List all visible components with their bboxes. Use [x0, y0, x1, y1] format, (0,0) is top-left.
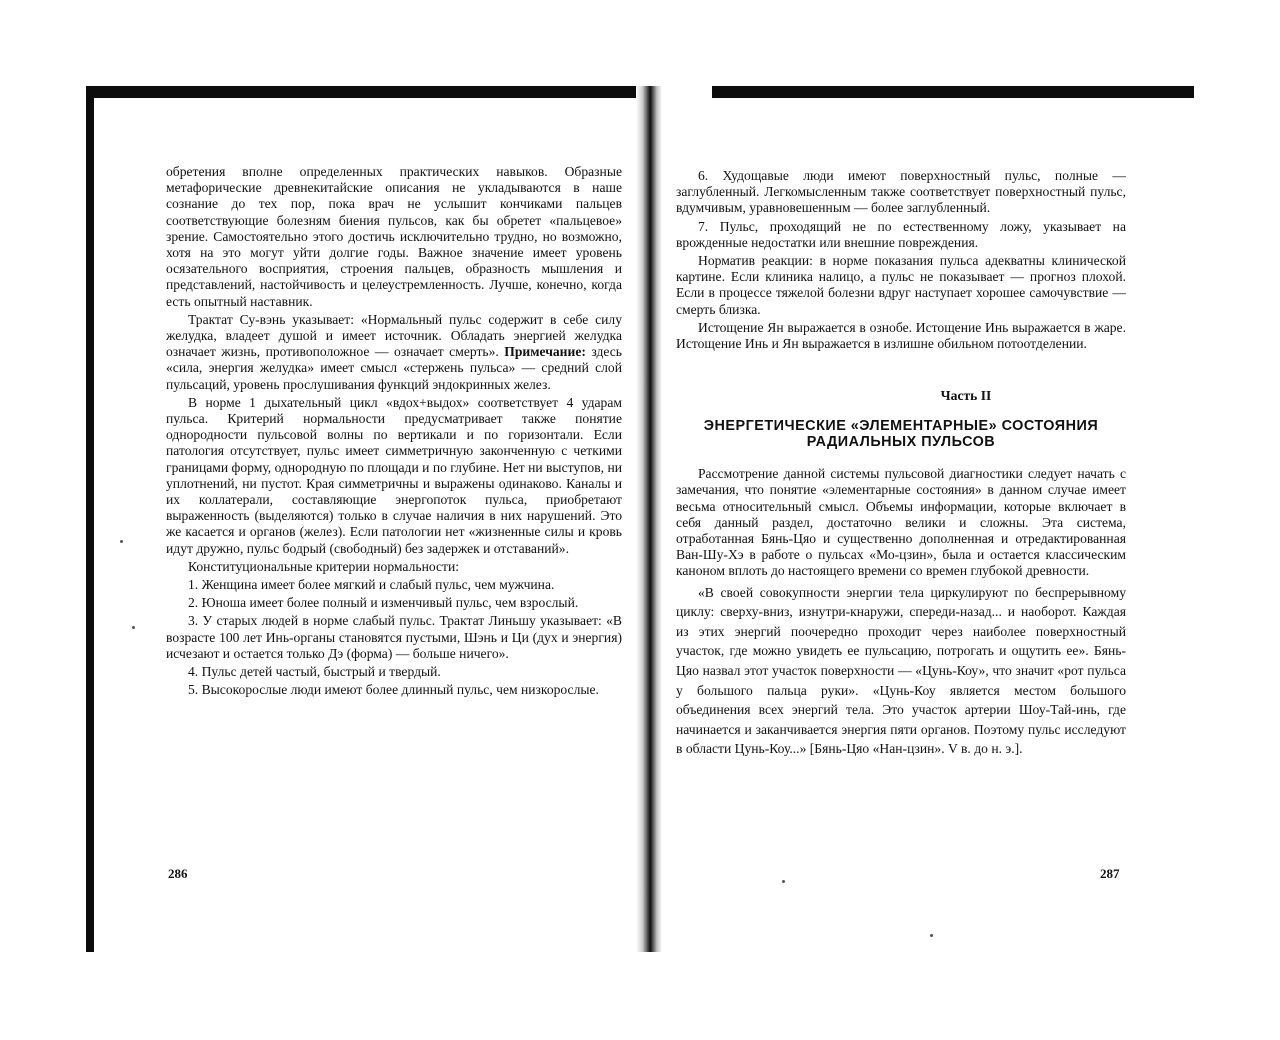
scan-speck: [782, 880, 785, 883]
part-title: Часть II: [940, 388, 992, 404]
scan-speck: [120, 540, 123, 543]
paragraph: 4. Пульс детей частый, быстрый и твердый.: [188, 664, 441, 680]
book-gutter: [636, 86, 662, 952]
note-label: Примечание:: [504, 344, 586, 360]
right-page-text: [676, 168, 1126, 759]
paragraph: [166, 312, 622, 393]
paragraph: 1. Женщина имеет более мягкий и слабый пульс, чем мужчина.: [188, 577, 555, 593]
scan-border-top-right: [712, 86, 1194, 98]
paragraph: Конституциональные критерии нормальности:: [188, 558, 460, 574]
paragraph: 5. Высокорослые люди имеют более длинный пульс, чем низкорослые.: [188, 682, 599, 698]
left-page-text: [166, 164, 622, 699]
scan-speck: [132, 626, 135, 629]
paragraph: 6. Худощавые люди имеют поверхностный пульс, полные — заглубленный. Легкомысленным также соответствует поверхностный пульс, вдумчивым, уравновешенным — более заглубленный.: [676, 168, 1126, 216]
paragraph: 2. Юноша имеет более полный и изменчивый пульс, чем взрослый.: [188, 595, 579, 611]
paragraph: 7. Пульс, проходящий не по естественному ложу, указывает на врожденные недостатки или внешние повреждения.: [676, 218, 1126, 250]
paragraph: 3. У старых людей в норме слабый пульс. Трактат Линьшу указывает: «В возрасте 100 лет Инь-органы становятся пустыми, Шэнь и Ци (дух и энергия) исчезают и остается только Дэ (форма) — больше ничего».: [166, 613, 622, 661]
paragraph: Истощение Ян выражается в ознобе. Истощение Инь выражается в жаре. Истощение Инь и Ян выражается в излишне обильном потоотделении.: [676, 319, 1126, 352]
paragraph: Норматив реакции: в норме показания пульса адекватны клинической картине. Если клиника налицо, а пульс не показывает — прогноз плохой. Если в процессе тяжелой болезни вдруг наступает хорошее самочувствие — смерть близка.: [676, 253, 1126, 317]
scan-speck: [930, 934, 933, 937]
chapter-title-line: ЭНЕРГЕТИЧЕСКИЕ «ЭЛЕМЕНТАРНЫЕ» СОСТОЯНИЯ: [703, 418, 1099, 435]
page-number-left: 286: [168, 866, 188, 881]
chapter-title: [676, 418, 1126, 450]
chapter-title-line: РАДИАЛЬНЫХ ПУЛЬСОВ: [806, 434, 996, 451]
paragraph: «В своей совокупности энергии тела циркулируют по беспрерывному циклу: сверху-вниз, изнутри-кнаружи, спереди-назад... и наоборот. Каждая из этих энергий поочередно проходит через наиболее поверхностный участок, где можно увидеть ее пульсацию, потрогать и ощутить ее». Бянь-Цяо назвал этот участок поверхности — «Цунь-Коу», что значит «рот пульса у большого пальца руки». «Цунь-Коу является местом большого объединения всех энергий тела. Это участок артерии Шоу-Тай-инь, где начинается и заканчивается энергия пяти органов. Поэтому пульс исследуют в области Цунь-Коу...» [Бянь-Цяо «Нан-цзин». V в. до н. э.].: [676, 584, 1126, 757]
paragraph: В норме 1 дыхательный цикл «вдох+выдох» соответствует 4 ударам пульса. Критерий нормальности предусматривает также понятие однородности пульсовой волны по вертикали и по горизонтали. Если патология отсутствует, пульс имеет симметричную законченную с четкими границами форму, однородную по площади и по глубине. Нет ни выступов, ни уплотнений, ни пустот. Края симметричны и выражены одинаково. Каналы и их коллатерали, составляющие энергопоток пульса, приобретают выраженность (выделяются) только в случае наличия в них нарушений. Это же касается и органов (желез). Если патологии нет «жизненные силы и кровь идут дружно, пульс бодрый (свободный) без задержек и отставаний».: [166, 394, 622, 556]
paragraph-text: Трактат Су-вэнь указывает: «Нормальный пульс содержит в себе силу желудка, владеет душой и имеет источник. Обладать энергией желудка означает жизнь, противоположное — означает смерть».: [166, 311, 622, 360]
paragraph-text: здесь «сила, энергия желудка» имеет смысл «стержень пульса» — средний слой пульсаций, уровень прослушивания функций эндокринных желез.: [166, 344, 622, 392]
paragraph: Рассмотрение данной системы пульсовой диагностики следует начать с замечания, что понятие «элементарные состояния» в данном случае имеет весьма относительный смысл. Объемы информации, которые включает в себя данный раздел, достаточно велики и сложны. Эта система, отработанная Бянь-Цяо и существенно дополненная и отредактированная Ван-Шу-Хэ в работе о пульсах «Мо-цзин», была и остается классическим каноном вплоть до настоящего времени со времен глубокой древности.: [676, 466, 1126, 579]
page-number-right: 287: [1100, 866, 1120, 881]
paragraph: обретения вполне определенных практических навыков. Образные метафорические древнекитайские описания не укладываются в наше сознание до тех пор, пока врач не услышит кончиками пальцев соответствующие болезням биения пульсов, как бы обретет «пальцевое» зрение. Самостоятельно этого достичь исключительно трудно, но возможно, хотя на это могут уйти долгие годы. Важное значение имеет уровень осязательного восприятия, строения пальцев, образность мышления и представлений, настойчивость и целеустремленность. Лучше, конечно, когда есть опытный наставник.: [166, 164, 622, 309]
scan-border-top-left: [86, 86, 652, 98]
scan-border-left: [86, 86, 94, 952]
